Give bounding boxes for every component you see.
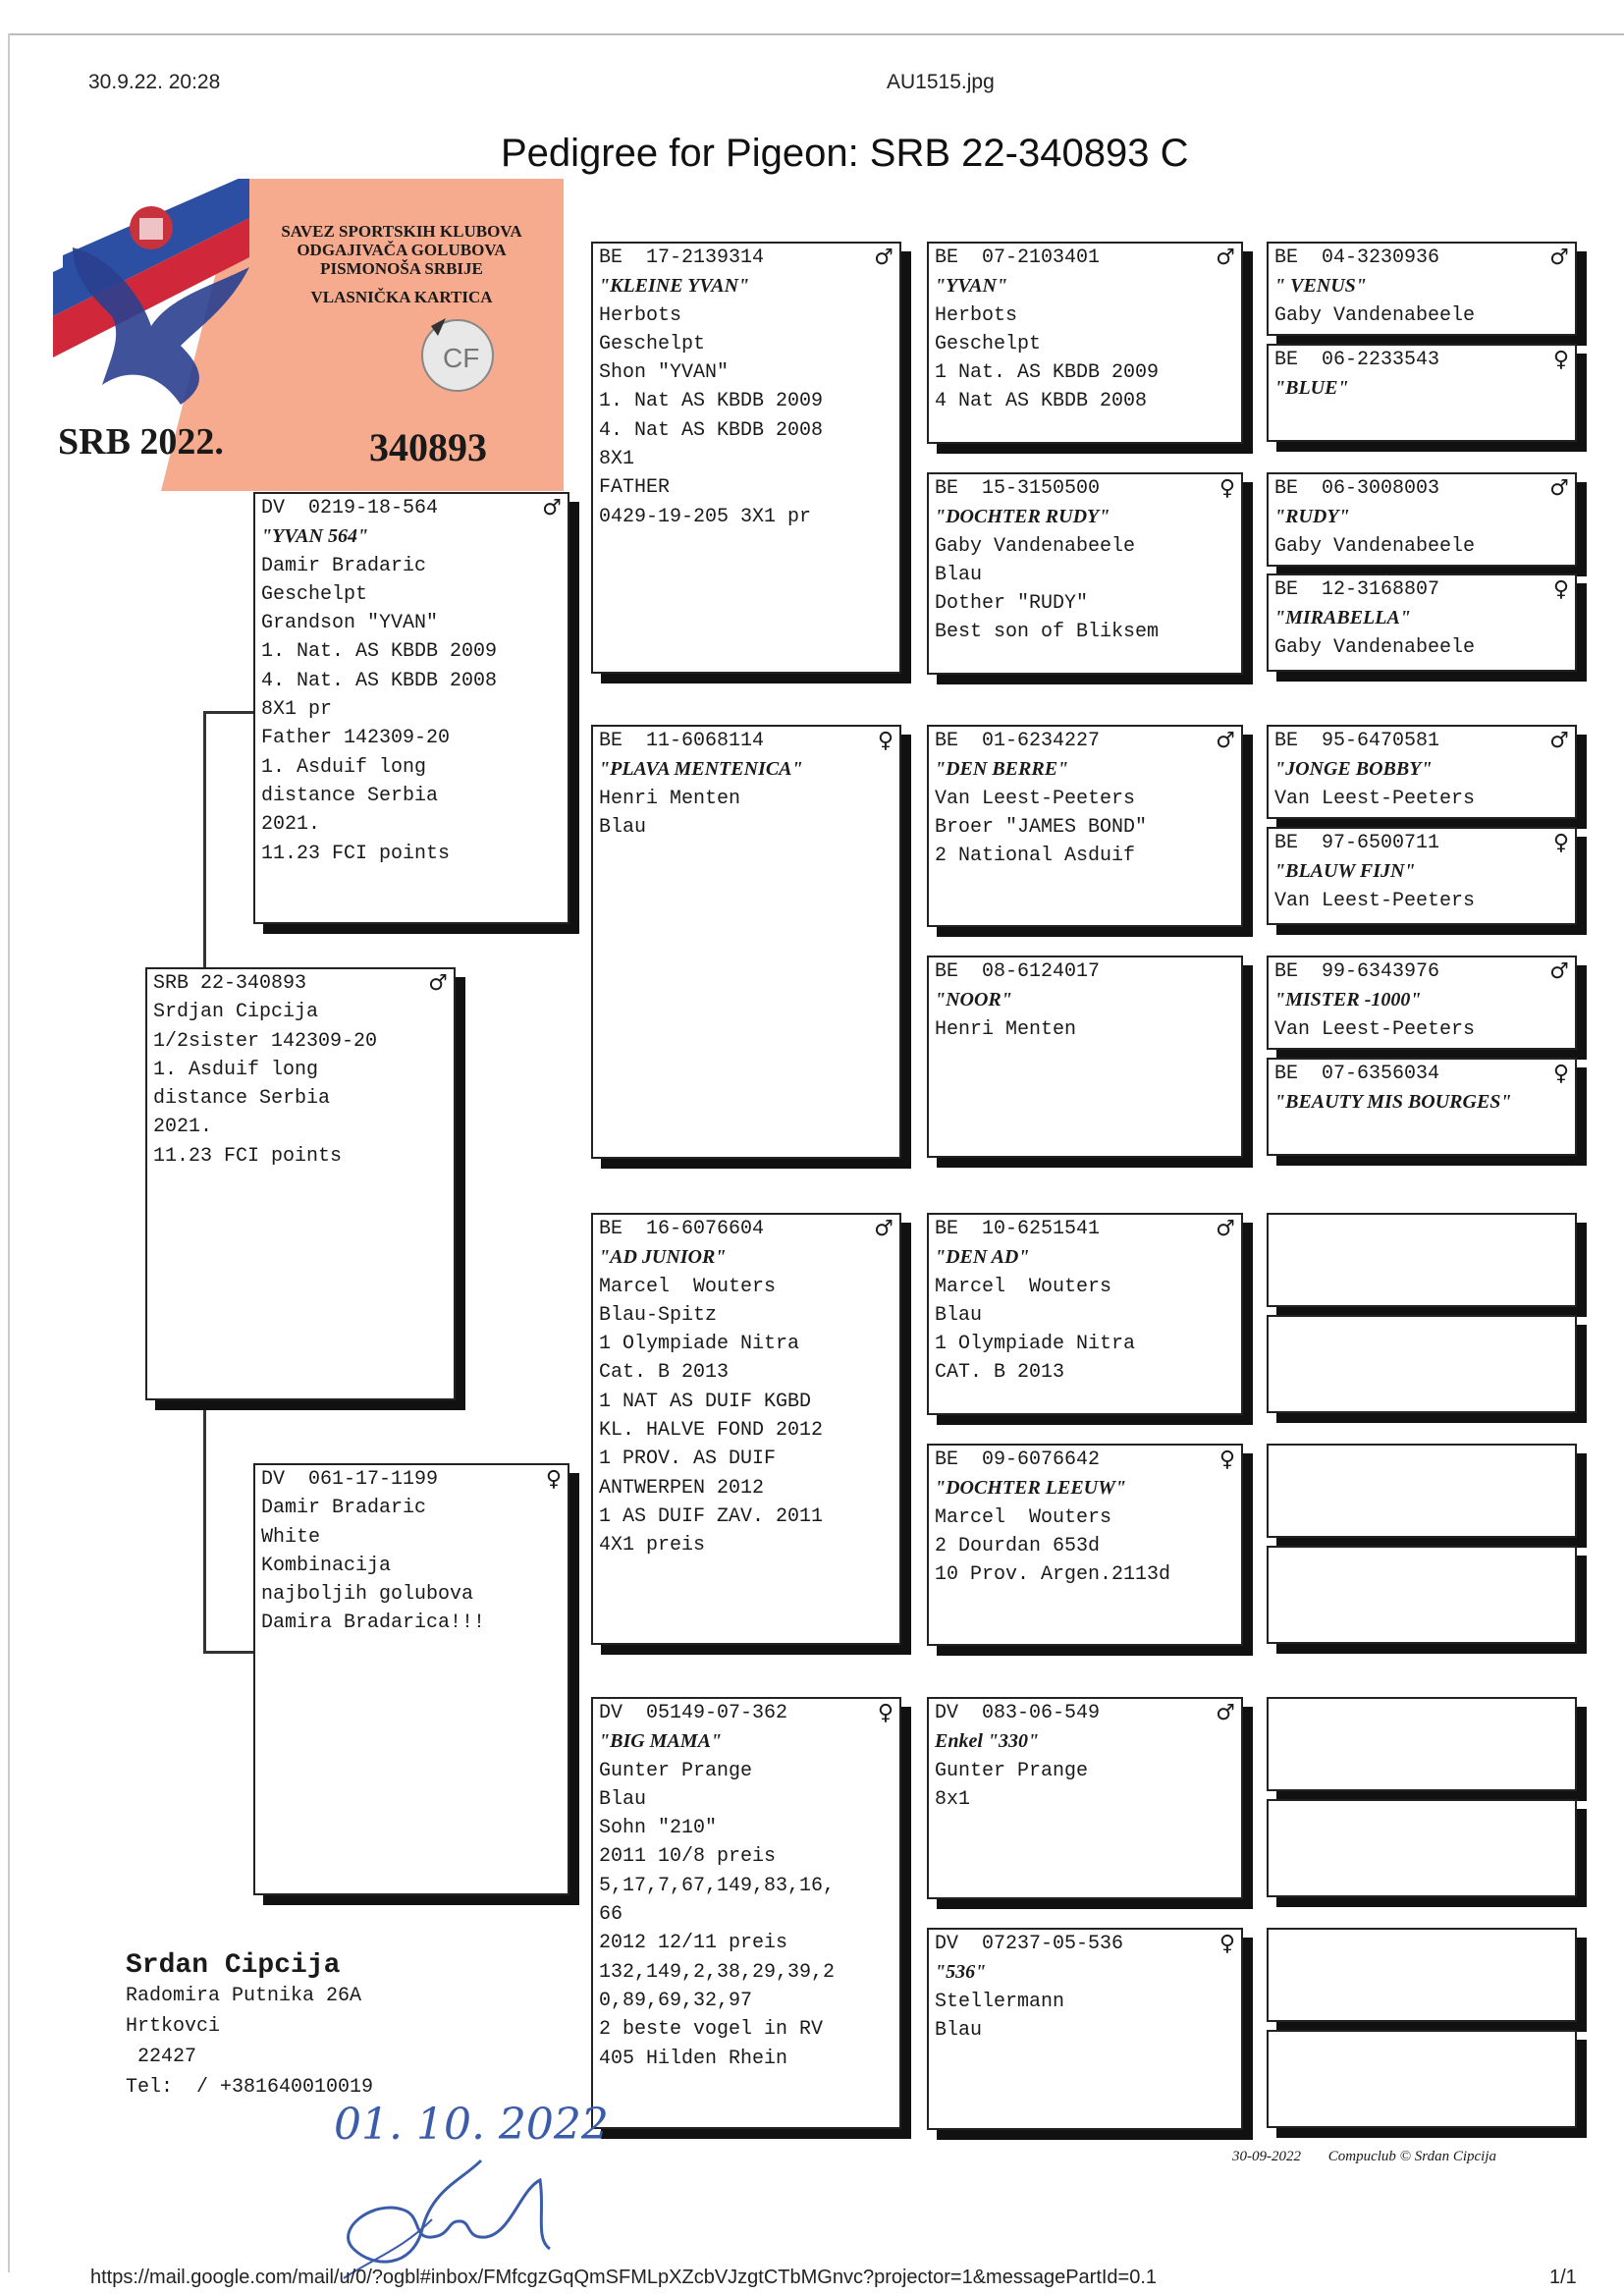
scan-edge-left [8, 33, 10, 2272]
pigeon-name: "RUDY" [1274, 506, 1350, 528]
ownership-card [14, 179, 564, 491]
card-org-line4: VLASNIČKA KARTICA [310, 288, 493, 306]
info-line: 1/2sister 142309-20 [153, 1029, 378, 1053]
owner-address: Radomira Putnika 26A [126, 1985, 362, 2007]
pedigree-gen4-empty [1267, 1546, 1577, 1644]
sex-symbol: ♂ [1216, 1217, 1235, 1241]
pedigree-gen4 [1267, 242, 1577, 336]
info-line: 2021. [261, 813, 321, 837]
ring-number: BE 16-6076604 [599, 1218, 765, 1240]
pedigree-great-grandparent [927, 472, 1243, 675]
info-line: CAT. B 2013 [935, 1361, 1065, 1385]
pedigree-mother [253, 1463, 569, 1895]
pedigree-great-grandparent [927, 1697, 1243, 1899]
info-line: 5,17,7,67,149,83,16, [599, 1874, 836, 1897]
ring-number: BE 07-2103401 [935, 246, 1101, 269]
info-line: Geschelpt [261, 582, 368, 606]
info-line: Dother "RUDY" [935, 592, 1089, 616]
info-line: 10 Prov. Argen.2113d [935, 1563, 1171, 1587]
info-line: Blau [935, 1303, 983, 1327]
ring-number: BE 95-6470581 [1274, 730, 1440, 752]
ring-number: DV 0219-18-564 [261, 497, 439, 519]
pigeon-name: "DOCHTER RUDY" [935, 506, 1110, 528]
ring-number: SRB 22-340893 [153, 972, 307, 995]
info-line: Marcel Wouters [935, 1275, 1112, 1298]
pedigree-gen4 [1267, 472, 1577, 567]
pigeon-name: "BIG MAMA" [599, 1730, 723, 1753]
info-line: 2012 12/11 preis [599, 1932, 788, 1955]
pedigree-gen4 [1267, 827, 1577, 925]
pedigree-gen4-empty [1267, 1928, 1577, 2022]
info-line: 4 Nat AS KBDB 2008 [935, 390, 1148, 413]
info-line: 8X1 [599, 448, 635, 471]
info-line: Broer "JAMES BOND" [935, 815, 1148, 839]
pigeon-name: "JONGE BOBBY" [1274, 758, 1433, 781]
info-line: najboljih golubova [261, 1583, 474, 1607]
info-line: 2 Dourdan 653d [935, 1534, 1101, 1557]
ring-number: BE 10-6251541 [935, 1218, 1101, 1240]
info-line: White [261, 1525, 321, 1549]
pedigree-gen4-empty [1267, 1444, 1577, 1538]
info-line: 11.23 FCI points [261, 842, 451, 865]
ring-number: BE 97-6500711 [1274, 832, 1440, 854]
ring-number: BE 17-2139314 [599, 246, 765, 269]
info-line: Geschelpt [599, 332, 706, 355]
sex-symbol: ♂ [1549, 476, 1569, 501]
owner-block [126, 1950, 373, 2103]
info-line: Gaby Vandenabeele [1274, 303, 1476, 327]
info-line: KL. HALVE FOND 2012 [599, 1419, 824, 1443]
sex-symbol: ♂ [1549, 729, 1569, 753]
info-line: Blau-Spitz [599, 1303, 718, 1327]
pedigree-grandparent [591, 242, 901, 674]
info-line: Van Leest-Peeters [1274, 787, 1476, 810]
info-line: Blau [599, 815, 647, 839]
pigeon-name: "536" [935, 1961, 987, 1984]
ring-number: BE 08-6124017 [935, 960, 1101, 983]
info-line: Stellermann [935, 1990, 1065, 2013]
info-line: Shon "YVAN" [599, 361, 730, 385]
info-line: Geschelpt [935, 332, 1042, 355]
info-line: Cat. B 2013 [599, 1361, 730, 1385]
info-line: 1. Asduif long [153, 1058, 319, 1081]
page-title: Pedigree for Pigeon: SRB 22-340893 C [501, 132, 1189, 175]
info-line: Blau [935, 2018, 983, 2042]
info-line: FATHER [599, 476, 671, 500]
info-line: 4. Nat AS KBDB 2008 [599, 418, 824, 442]
connector-line [203, 1651, 255, 1654]
ring-number: DV 07237-05-536 [935, 1933, 1124, 1955]
info-line: Van Leest-Peeters [1274, 889, 1476, 912]
software-credit [1232, 2149, 1496, 2165]
info-line: Damira Bradarica!!! [261, 1612, 486, 1635]
pigeon-name: "PLAVA MENTENICA" [599, 758, 803, 781]
sex-symbol: ♂ [1216, 729, 1235, 753]
ring-number: BE 09-6076642 [935, 1448, 1101, 1471]
pedigree-great-grandparent [927, 1213, 1243, 1415]
info-line: Henri Menten [935, 1017, 1077, 1041]
pedigree-gen4-empty [1267, 1799, 1577, 1897]
info-line: 2011 10/8 preis [599, 1845, 777, 1869]
info-line: Herbots [935, 303, 1018, 327]
sex-symbol: ♂ [874, 246, 893, 270]
sex-symbol: ♀ [545, 1467, 562, 1492]
owner-tel: Tel: / +381640010019 [126, 2076, 374, 2099]
pedigree-great-grandparent [927, 1928, 1243, 2130]
pedigree-grandparent [591, 1213, 901, 1645]
pigeon-name: "AD JUNIOR" [599, 1246, 727, 1269]
ring-number: BE 12-3168807 [1274, 578, 1440, 601]
card-number: 340893 [369, 425, 487, 469]
info-line: 2021. [153, 1116, 213, 1139]
pedigree-gen4 [1267, 344, 1577, 442]
sex-symbol: ♀ [1218, 476, 1235, 501]
info-line: 1 AS DUIF ZAV. 2011 [599, 1504, 824, 1528]
print-datetime: 30.9.22. 20:28 [88, 71, 221, 93]
sex-symbol: ♂ [542, 496, 562, 520]
ring-number: BE 07-6356034 [1274, 1063, 1440, 1085]
info-line: 1. Asduif long [261, 755, 427, 779]
info-line: Kombinacija [261, 1554, 392, 1577]
sex-symbol: ♂ [1549, 959, 1569, 984]
pigeon-name: "KLEINE YVAN" [599, 275, 750, 298]
pigeon-name: "MISTER -1000" [1274, 989, 1422, 1011]
info-line: 4. Nat. AS KBDB 2008 [261, 669, 498, 692]
connector-line [203, 711, 206, 971]
ring-number: BE 06-3008003 [1274, 477, 1440, 500]
scan-edge [8, 33, 1624, 35]
software-credit-date: 30-09-2022 [1232, 2149, 1301, 2164]
card-org-text [264, 222, 539, 306]
info-line: distance Serbia [153, 1087, 331, 1111]
card-org-line3: PISMONOŠA SRBIJE [320, 259, 483, 278]
info-line: Blau [935, 563, 983, 586]
sex-symbol: ♂ [1216, 246, 1235, 270]
owner-zip: 22427 [126, 2046, 197, 2068]
print-filename: AU1515.jpg [887, 71, 995, 93]
pedigree-gen4-empty [1267, 1315, 1577, 1413]
ring-number: BE 99-6343976 [1274, 960, 1440, 983]
pigeon-name: " VENUS" [1274, 275, 1367, 298]
connector-line [203, 1402, 206, 1654]
info-line: Marcel Wouters [599, 1275, 777, 1298]
pedigree-gen4 [1267, 1058, 1577, 1156]
sex-symbol: ♀ [1552, 1062, 1569, 1086]
info-line: Best son of Bliksem [935, 621, 1160, 644]
pedigree-great-grandparent [927, 242, 1243, 444]
info-line: 66 [599, 1903, 623, 1927]
sex-symbol: ♂ [1216, 1701, 1235, 1725]
ring-number: DV 05149-07-362 [599, 1702, 788, 1724]
sex-symbol: ♂ [1549, 246, 1569, 270]
info-line: Gunter Prange [599, 1759, 753, 1782]
pigeon-name: "YVAN 564" [261, 525, 369, 548]
card-org-line2: ODGAJIVAČA GOLUBOVA [297, 241, 507, 259]
info-line: 2 National Asduif [935, 845, 1136, 868]
pedigree-gen4-empty [1267, 2030, 1577, 2128]
ring-number: BE 06-2233543 [1274, 349, 1440, 371]
info-line: Marcel Wouters [935, 1505, 1112, 1529]
pigeon-name: "BLUE" [1274, 377, 1349, 400]
info-line: Father 142309-20 [261, 727, 451, 750]
info-line: 1 PROV. AS DUIF [599, 1448, 777, 1471]
info-line: ANTWERPEN 2012 [599, 1476, 765, 1500]
info-line: 0,89,69,32,97 [599, 1989, 753, 2012]
pigeon-name: "DEN AD" [935, 1246, 1030, 1269]
owner-city: Hrtkovci [126, 2015, 221, 2038]
sex-symbol: ♂ [428, 971, 448, 996]
pedigree-gen4 [1267, 574, 1577, 672]
pedigree-gen4-empty [1267, 1213, 1577, 1307]
owner-name: Srdan Cipcija [126, 1950, 341, 1981]
pedigree-grandparent [591, 1697, 901, 2129]
ring-number: BE 04-3230936 [1274, 246, 1440, 269]
pigeon-name: "DOCHTER LEEUW" [935, 1477, 1127, 1500]
pedigree-great-grandparent [927, 1444, 1243, 1646]
info-line: Herbots [599, 303, 682, 327]
info-line: 1 Olympiade Nitra [599, 1333, 800, 1356]
sex-symbol: ♀ [1552, 831, 1569, 855]
pigeon-name: "MIRABELLA" [1274, 607, 1411, 629]
pigeon-name: "DEN BERRE" [935, 758, 1069, 781]
software-credit-text: Compuclub © Srdan Cipcija [1327, 2149, 1497, 2164]
card-org-line1: SAVEZ SPORTSKIH KLUBOVA [281, 222, 522, 241]
pigeon-name: Enkel "330" [935, 1730, 1040, 1753]
info-line: 1 Olympiade Nitra [935, 1333, 1136, 1356]
info-line: 2 beste vogel in RV [599, 2018, 824, 2042]
info-line: 0429-19-205 3X1 pr [599, 505, 812, 528]
info-line: 8X1 pr [261, 698, 333, 722]
pedigree-father [253, 492, 569, 924]
info-line: 1. Nat AS KBDB 2009 [599, 390, 824, 413]
sex-symbol: ♂ [874, 1217, 893, 1241]
pedigree-grandparent [591, 725, 901, 1159]
info-line: Van Leest-Peeters [935, 787, 1136, 810]
info-line: Blau [599, 1787, 647, 1811]
sex-symbol: ♀ [1218, 1932, 1235, 1956]
signature-date: 01. 10. 2022 [334, 2100, 609, 2150]
info-line: distance Serbia [261, 784, 439, 807]
info-line: 4X1 preis [599, 1534, 706, 1557]
print-url: https://mail.google.com/mail/u/0/?ogbl#inbox/FMfcgzGqQmSFMLpXZcbVJzgtCTbMGnvc?projector=1&messagePartId=0.1 [90, 2267, 1158, 2288]
info-line: Grandson "YVAN" [261, 612, 439, 635]
ring-number: DV 061-17-1199 [261, 1468, 439, 1491]
pedigree-gen4-empty [1267, 1697, 1577, 1791]
ring-number: BE 15-3150500 [935, 477, 1101, 500]
sex-symbol: ♀ [877, 729, 893, 753]
pedigree-gen4 [1267, 956, 1577, 1050]
info-line: Henri Menten [599, 787, 741, 810]
info-line: 1 Nat. AS KBDB 2009 [935, 361, 1160, 385]
info-line: Gaby Vandenabeele [935, 534, 1136, 558]
info-line: 132,149,2,38,29,39,2 [599, 1960, 836, 1984]
info-line: Gaby Vandenabeele [1274, 534, 1476, 558]
pigeon-name: "NOOR" [935, 989, 1012, 1011]
info-line: Gaby Vandenabeele [1274, 635, 1476, 659]
ring-number: DV 083-06-549 [935, 1702, 1101, 1724]
info-line: Damir Bradaric [261, 554, 427, 577]
info-line: 1. Nat. AS KBDB 2009 [261, 640, 498, 664]
info-line: 11.23 FCI points [153, 1144, 343, 1168]
info-line: 405 Hilden Rhein [599, 2047, 788, 2070]
info-line: 8x1 [935, 1787, 971, 1811]
svg-text:CF: CF [443, 343, 480, 373]
pedigree-great-grandparent [927, 956, 1243, 1158]
info-line: Gunter Prange [935, 1759, 1089, 1782]
ring-number: BE 01-6234227 [935, 730, 1101, 752]
print-page-number: 1/1 [1549, 2267, 1577, 2288]
sex-symbol: ♀ [1552, 348, 1569, 372]
pedigree-great-grandparent [927, 725, 1243, 927]
connector-line [203, 711, 255, 714]
info-line: Van Leest-Peeters [1274, 1017, 1476, 1041]
card-year: SRB 2022. [58, 421, 224, 463]
sex-symbol: ♀ [877, 1701, 893, 1725]
pigeon-name: "BLAUW FIJN" [1274, 860, 1416, 883]
info-line: Damir Bradaric [261, 1497, 427, 1520]
sex-symbol: ♀ [1552, 577, 1569, 602]
info-line: Sohn "210" [599, 1817, 718, 1840]
pedigree-subject [145, 967, 456, 1400]
pigeon-name: "BEAUTY MIS BOURGES" [1274, 1091, 1512, 1114]
info-line: Srdjan Cipcija [153, 1001, 319, 1024]
ring-number: BE 11-6068114 [599, 730, 765, 752]
pedigree-gen4 [1267, 725, 1577, 819]
info-line: 1 NAT AS DUIF KGBD [599, 1390, 812, 1413]
sex-symbol: ♀ [1218, 1448, 1235, 1472]
pigeon-name: "YVAN" [935, 275, 1008, 298]
